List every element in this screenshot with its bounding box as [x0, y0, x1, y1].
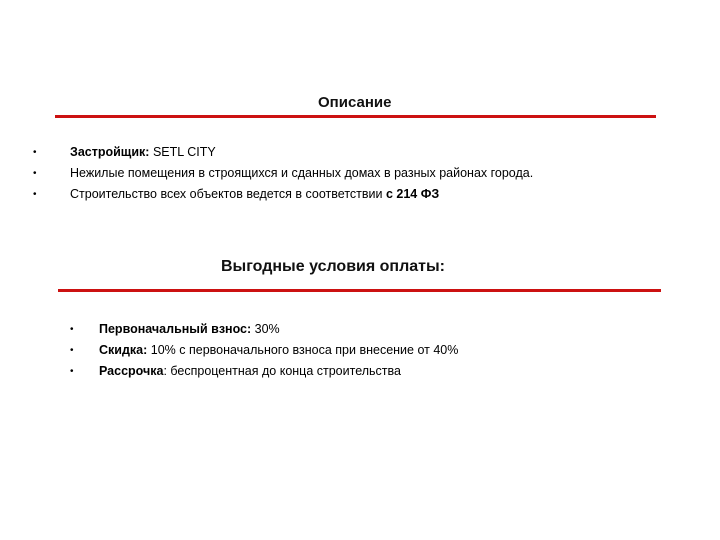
item-text: : беспроцентная до конца строительства — [163, 364, 401, 378]
list-item — [33, 142, 533, 163]
red-divider — [55, 115, 656, 118]
payment-terms-list — [70, 319, 458, 382]
bullet-icon: • — [33, 189, 37, 200]
item-bold-label: Застройщик: — [70, 145, 150, 159]
item-text: Нежилые помещения в строящихся и сданных домах в разных районах города. — [70, 166, 534, 180]
bullet-icon: • — [33, 147, 37, 158]
section-heading-payment-terms: Выгодные условия оплаты: — [221, 258, 445, 275]
item-bold-label: Рассрочка — [99, 364, 164, 378]
red-divider — [58, 289, 661, 292]
item-bold-label: Первоначальный взнос: — [99, 322, 252, 336]
description-list — [33, 142, 533, 205]
item-bold-tail: с 214 ФЗ — [385, 187, 440, 201]
section-heading-description: Описание — [318, 94, 392, 111]
list-item — [70, 361, 458, 382]
bullet-icon: • — [70, 324, 74, 335]
item-text: 10% с первоначального взноса при внесение от 40% — [147, 343, 459, 357]
list-item — [70, 340, 458, 361]
list-item — [70, 319, 458, 340]
item-text: SETL CITY — [149, 145, 216, 159]
item-text: 30% — [251, 322, 280, 336]
bullet-icon: • — [70, 345, 74, 356]
item-bold-label: Скидка: — [99, 343, 148, 357]
list-item — [33, 184, 533, 205]
bullet-icon: • — [33, 168, 37, 179]
item-text: Строительство всех объектов ведется в соответствии — [70, 187, 386, 201]
list-item — [33, 163, 533, 184]
bullet-icon: • — [70, 366, 74, 377]
